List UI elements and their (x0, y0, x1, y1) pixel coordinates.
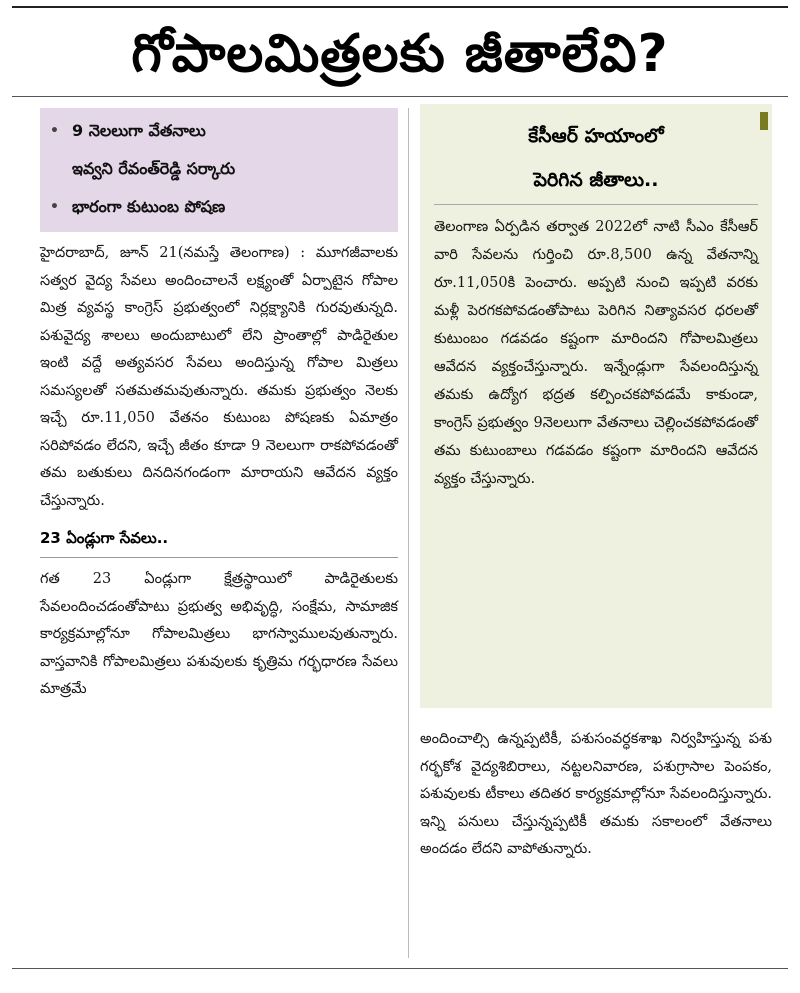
left-column (40, 108, 398, 704)
intro-paragraph: హైదరాబాద్, జూన్ 21(నమస్తే తెలంగాణ) : మూగజీవాలకు సత్వర వైద్య సేవలు అందించాలనే లక్ష్యంతో ఏర్పాటైన గోపాల మిత్ర వ్యవస్థ కాంగ్రెస్ ప్రభుత్వంలో నిర్లక్ష్యానికి గురవుతున్నది. పశువైద్య శాలలు అందుబాటులో లేని ప్రాంతాల్లో పాడిరైతుల ఇంటి వద్దే అత్యవసర సేవలు అందిస్తున్న గోపాల మిత్రలు సమస్యలతో సతమతమవుతున్నారు. తమకు ప్రభుత్వం నెలకు ఇచ్చే రూ.11,050 వేతనం కుటుంబ పోషణకు ఏమాత్రం సరిపోవడం లేదని, ఇచ్చే జీతం కూడా 9 నెలలుగా రాకపోవడంతో తమ బతుకులు దినదినగండంగా మారాయని ఆవేదన వ్యక్తం చేస్తున్నారు. (40, 245, 398, 509)
headline: గోపాలమిత్రలకు జీతాలేవి? (131, 24, 669, 84)
column-divider (408, 108, 409, 958)
highlight-item (50, 188, 388, 226)
sidebar-title-line1: కేసీఆర్ హయాంలో (528, 125, 664, 147)
highlight-text: 9 నెలలుగా వేతనాలు (72, 121, 206, 140)
highlights-box (40, 108, 398, 232)
highlight-item (50, 150, 388, 188)
body-paragraph: గత 23 ఏండ్లుగా క్షేత్రస్థాయిలో పాడిరైతులకు సేవలందించడంతోపాటు ప్రభుత్వ అభివృద్ధి, సంక్షేమ, సామాజిక కార్యక్రమాల్లోనూ గోపాలమిత్రలు భాగస్వాములవుతున్నారు. వాస్తవానికి గోపాలమిత్రలు పశువులకు కృత్రిమ గర్భధారణ సేవలు మాత్రమే (40, 571, 398, 697)
corner-mark-icon (760, 112, 768, 130)
continuation-paragraph: అందించాల్సి ఉన్నప్పటికీ, పశుసంవర్ధకశాఖ నిర్వహిస్తున్న పశు గర్భకోశ వైద్యశిబిరాలు, నట్టలనివారణ, పశుగ్రాసాల పెంపకం, పశువులకు టీకాలు తదితర కార్యక్రమాల్లోనూ సేవలందిస్తున్నారు. ఇన్ని పనులు చేస్తున్నప్పటికీ తమకు సకాలంలో వేతనాలు అందడం లేదని వాపోతున్నారు. (420, 731, 772, 857)
sidebar-title-rule (434, 204, 758, 205)
bullet-icon: • (50, 199, 59, 215)
subheading: 23 ఏండ్లుగా సేవలు.. (40, 529, 169, 547)
subheading-rule (40, 557, 398, 558)
highlight-text: భారంగా కుటుంబ పోషణ (72, 197, 226, 216)
bottom-rule (12, 968, 788, 969)
right-column-continuation (420, 726, 772, 864)
top-rule (12, 6, 788, 8)
sidebar-paragraph: తెలంగాణ ఏర్పడిన తర్వాత 2022లో నాటి సీఎం కేసీఆర్ వారి సేవలను గుర్తించి రూ.8,500 ఉన్న వేతనాన్ని రూ.11,050కి పెంచారు. అప్పటి నుంచి ఇప్పటి వరకు మళ్లీ పెరగకపోవడంతోపాటు పెరిగిన నిత్యావసర ధరలతో కుటుంబం గడవడం కష్టంగా మారిందని గోపాలమిత్రలు ఆవేదన వ్యక్తంచేస్తున్నారు. ఇన్నేండ్లుగా సేవలందిస్తున్న తమకు ఉద్యోగ భద్రత కల్పించకపోవడమే కాకుండా, కాంగ్రెస్ ప్రభుత్వం 9నెలలుగా వేతనాలు చెల్లించకపోవడంతో తమ కుటుంబాలు గడవడం కష్టంగా మారిందని ఆవేదన వ్యక్తం చేస్తున్నారు. (434, 219, 758, 487)
highlight-item (50, 112, 388, 150)
sidebar-box (420, 104, 772, 708)
bullet-icon: • (50, 123, 59, 139)
headline-rule (12, 96, 788, 97)
highlight-text: ఇవ్వని రేవంత్‌రెడ్డి సర్కారు (72, 159, 236, 178)
sidebar-title-line2: పెరిగిన జీతాలు.. (533, 169, 659, 191)
